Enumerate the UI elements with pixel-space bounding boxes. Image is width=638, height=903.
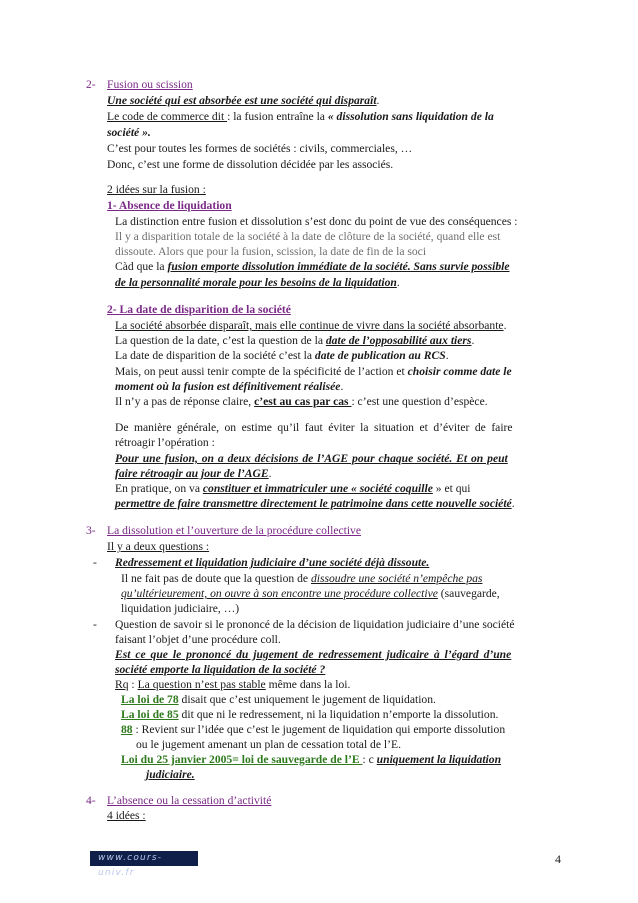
paragraph-line: de la personnalité morale pour les besoins de la liquidation. bbox=[115, 276, 400, 289]
paragraph-line: Est ce que le prononcé du jugement de redressement judicaire à l’égard d’une bbox=[115, 648, 512, 661]
paragraph-line: Donc, c’est une forme de dissolution décidée par les associés. bbox=[107, 158, 394, 171]
section-3-number: 3- bbox=[86, 524, 96, 537]
paragraph-line: société emporte la liquidation de la société ? bbox=[115, 663, 326, 676]
paragraph-line: 88 : Revient sur l’idée que c’est le jugement de liquidation qui emporte dissolution bbox=[121, 723, 506, 736]
paragraph-line: Il ne fait pas de doute que la question de dissoudre une société n’empêche pas bbox=[121, 572, 483, 585]
page-number: 4 bbox=[555, 852, 561, 866]
paragraph-line: Le code de commerce dit : la fusion entraîne la « dissolution sans liquidation de la bbox=[107, 110, 494, 123]
paragraph-line: faisant l’objet d’une procédure coll. bbox=[115, 633, 281, 646]
bullet-dash: - bbox=[93, 556, 97, 569]
paragraph-line: société ». bbox=[107, 126, 151, 139]
paragraph-line: Une société qui est absorbée est une société qui disparaît. bbox=[107, 94, 380, 107]
paragraph-line: De manière générale, on estime qu’il faut éviter la situation et d’éviter de faire bbox=[115, 421, 513, 434]
section-4-number: 4- bbox=[86, 794, 96, 807]
paragraph-line: rétroagir l’opération : bbox=[115, 436, 215, 449]
paragraph-line: Il n’y a pas de réponse claire, c’est au cas par cas : c’est une question d’espèce. bbox=[115, 395, 488, 408]
paragraph-line: La date de disparition de la société c’est la date de publication au RCS. bbox=[115, 349, 449, 362]
paragraph-line: faire rétroagir au jour de l’AGE. bbox=[115, 467, 272, 480]
paragraph-line: Pour une fusion, on a deux décisions de l’AGE pour chaque société. Et on peut bbox=[115, 452, 508, 465]
section-2-number: 2- bbox=[86, 78, 96, 91]
paragraph-line: Mais, on peut aussi tenir compte de la spécificité de l’action et choisir comme date le bbox=[115, 365, 512, 378]
bullet-dash: - bbox=[93, 618, 97, 631]
question-2: Question de savoir si le prononcé de la décision de liquidation judiciaire d’une société bbox=[115, 618, 515, 631]
section-4-title: L’absence ou la cessation d’activité bbox=[107, 794, 272, 807]
paragraph-line: La société absorbée disparaît, mais elle continue de vivre dans la société absorbante. bbox=[115, 319, 507, 332]
paragraph-line: ou le jugement amenant un plan de cessation total de l’E. bbox=[136, 738, 401, 751]
paragraph-line: qu’ultérieurement, on ouvre à son encontre une procédure collective (sauvegarde, bbox=[121, 587, 500, 600]
paragraph-line: C’est pour toutes les formes de sociétés : civils, commerciales, … bbox=[107, 142, 413, 155]
paragraph-line: 4 idées : bbox=[107, 809, 146, 822]
paragraph-line: Loi du 25 janvier 2005= loi de sauvegarde de l’E : c uniquement la liquidation bbox=[121, 753, 502, 766]
question-1: Redressement et liquidation judiciaire d’une société déjà dissoute. bbox=[115, 556, 430, 569]
paragraph-line: La loi de 78 disait que c’est uniquement le jugement de liquidation. bbox=[121, 693, 436, 706]
footer-brand-logo[interactable]: www.cours-univ.fr bbox=[90, 851, 198, 866]
paragraph-line: judiciaire. bbox=[146, 768, 195, 781]
paragraph-line: Il y a deux questions : bbox=[107, 540, 210, 553]
paragraph-line: liquidation judiciaire, …) bbox=[121, 602, 240, 615]
paragraph-line: En pratique, on va constituer et immatriculer une « société coquille » et qui bbox=[115, 482, 471, 495]
paragraph-line: Rq : La question n’est pas stable même dans la loi. bbox=[115, 678, 351, 691]
paragraph-line: Il y a disparition totale de la société à la date de clôture de la société, quand elle est bbox=[115, 230, 501, 243]
subsection-1-title: 1- Absence de liquidation bbox=[107, 199, 232, 212]
paragraph-line: La distinction entre fusion et dissolution s’est donc du point de vue des conséquences : bbox=[115, 215, 518, 228]
subsection-2-title: 2- La date de disparition de la société bbox=[107, 303, 291, 316]
paragraph-line: 2 idées sur la fusion : bbox=[107, 183, 206, 196]
paragraph-line: moment où la fusion est définitivement réalisée. bbox=[115, 380, 344, 393]
paragraph-line: La loi de 85 dit que ni le redressement, ni la liquidation n’emporte la dissolution. bbox=[121, 708, 499, 721]
paragraph-line: Càd que la fusion emporte dissolution immédiate de la société. Sans survie possible bbox=[115, 260, 510, 273]
section-2-title: Fusion ou scission bbox=[107, 78, 193, 91]
paragraph-line: La question de la date, c’est la question de la date de l’opposabilité aux tiers. bbox=[115, 334, 475, 347]
paragraph-line: dissoute. Alors que pour la fusion, scission, la date de fin de la soci bbox=[115, 245, 427, 258]
section-3-title: La dissolution et l’ouverture de la procédure collective bbox=[107, 524, 361, 537]
paragraph-line: permettre de faire transmettre directement le patrimoine dans cette nouvelle société. bbox=[115, 497, 515, 510]
